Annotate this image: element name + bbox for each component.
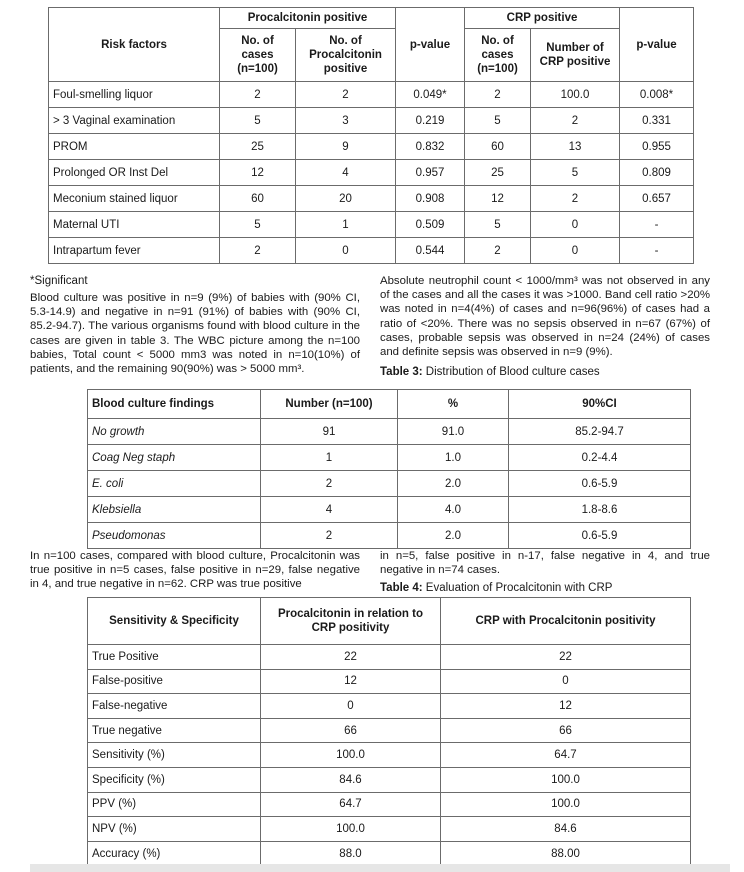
table-row	[88, 718, 691, 743]
table-cell: 22	[261, 645, 441, 670]
table-cell: 2.0	[398, 523, 509, 549]
footer-bar	[30, 864, 730, 872]
table-cell: 0	[531, 212, 620, 238]
table-cell: 2	[296, 82, 396, 108]
caption-text: Evaluation of Procalcitonin with CRP	[422, 582, 613, 594]
table-cell: 4	[261, 497, 398, 523]
table-cell: 12	[220, 160, 296, 186]
table-cell: 5	[531, 160, 620, 186]
table-cell: 0	[261, 694, 441, 719]
table-cell: Maternal UTI	[49, 212, 220, 238]
group-header-crp: CRP positive	[465, 8, 620, 29]
table-cell: PPV (%)	[88, 792, 261, 817]
table-cell: True Positive	[88, 645, 261, 670]
table-cell: 91	[261, 419, 398, 445]
table-cell: 100.0	[441, 792, 691, 817]
table-cell: 60	[220, 186, 296, 212]
table-cell: 5	[465, 212, 531, 238]
table-cell: 9	[296, 134, 396, 160]
header-percent: %	[398, 390, 509, 419]
table-cell: 85.2-94.7	[509, 419, 691, 445]
table-cell: 13	[531, 134, 620, 160]
table-cell: 0.049*	[396, 82, 465, 108]
table-cell: Prolonged OR Inst Del	[49, 160, 220, 186]
table-row	[88, 841, 691, 866]
table-cell: 5	[220, 108, 296, 134]
table-cell: 100.0	[261, 817, 441, 842]
table-cell: 2	[465, 82, 531, 108]
table-cell: Specificity (%)	[88, 767, 261, 792]
table-cell: 2	[465, 238, 531, 264]
table-cell: 0.008*	[620, 82, 694, 108]
header-sens-spec: Sensitivity & Specificity	[88, 598, 261, 645]
table-cell: 2	[261, 471, 398, 497]
table-cell: 20	[296, 186, 396, 212]
header-pvalue-pct: p-value	[396, 8, 465, 82]
table-cell: 66	[261, 718, 441, 743]
table-cell: 12	[441, 694, 691, 719]
paragraph-text: in n=5, false positive in n-17, false negative in 4, and true negative in n=74 cases.	[380, 550, 710, 577]
table-cell: 5	[465, 108, 531, 134]
table-cell: Klebsiella	[88, 497, 261, 523]
table-row	[49, 238, 694, 264]
table-cell: 88.0	[261, 841, 441, 866]
table-row	[49, 160, 694, 186]
table-cell: 0	[296, 238, 396, 264]
evaluation-table	[87, 597, 691, 866]
table-cell: 0	[531, 238, 620, 264]
table-cell: 0.957	[396, 160, 465, 186]
table-cell: No growth	[88, 419, 261, 445]
table-cell: 1	[261, 445, 398, 471]
table-cell: Intrapartum fever	[49, 238, 220, 264]
table-cell: True negative	[88, 718, 261, 743]
table4-caption	[380, 581, 612, 595]
table-cell: 1.0	[398, 445, 509, 471]
table-cell: 25	[465, 160, 531, 186]
table-cell: 4.0	[398, 497, 509, 523]
table-cell: 0.809	[620, 160, 694, 186]
table-row	[88, 497, 691, 523]
paragraph-text: In n=100 cases, compared with blood culture, Procalcitonin was true positive in n=5 cases, false positive in n=29, false negative in 4, and true negative in n=62. CRP was true positive	[30, 550, 360, 591]
risk-factors-table	[48, 7, 694, 264]
table-cell: E. coli	[88, 471, 261, 497]
table-cell: 0.6-5.9	[509, 523, 691, 549]
table-cell: Pseudomonas	[88, 523, 261, 549]
table-cell: 22	[441, 645, 691, 670]
paragraph-procalcitonin-eval	[30, 549, 360, 592]
table-cell: 2.0	[398, 471, 509, 497]
table-cell: 60	[465, 134, 531, 160]
table-cell: 0.331	[620, 108, 694, 134]
table-cell: 1.8-8.6	[509, 497, 691, 523]
table-cell: 12	[261, 669, 441, 694]
table-cell: 0.657	[620, 186, 694, 212]
table-cell: PROM	[49, 134, 220, 160]
table-cell: 0.908	[396, 186, 465, 212]
header-pct-vs-crp: Procalcitonin in relation to CRP positivity	[261, 598, 441, 645]
paragraph-text: Blood culture was positive in n=9 (9%) of babies with (90% CI, 5.3-14.9) and negative in n=91 (91%) of babies with (90% CI, 85.2-94.7). The various organisms found with blood culture in the cases are given in table 3. The WBC picture among the n=100 babies, Total count < 5000 mm3 was noted in n=10(10%) of patients, and the remaining 90(90%) was > 5000 mm³.	[30, 292, 360, 376]
table-row	[88, 419, 691, 445]
table-cell: 64.7	[441, 743, 691, 768]
table-cell: 5	[220, 212, 296, 238]
table-cell: 64.7	[261, 792, 441, 817]
table-cell: 66	[441, 718, 691, 743]
table-row	[88, 743, 691, 768]
table-cell: 0.219	[396, 108, 465, 134]
header-crp-vs-pct: CRP with Procalcitonin positivity	[441, 598, 691, 645]
paragraph-crp-eval	[380, 549, 710, 577]
significant-note: *Significant	[30, 275, 88, 287]
table-row	[49, 82, 694, 108]
table-row	[88, 817, 691, 842]
table-row	[88, 767, 691, 792]
table-cell: 100.0	[441, 767, 691, 792]
caption-text: Distribution of Blood culture cases	[422, 366, 600, 378]
group-header-procalcitonin: Procalcitonin positive	[220, 8, 396, 29]
table-cell: Foul-smelling liquor	[49, 82, 220, 108]
table-cell: 2	[531, 108, 620, 134]
table-row	[49, 108, 694, 134]
table-cell: 0.509	[396, 212, 465, 238]
table-cell: 2	[220, 238, 296, 264]
table-cell: 91.0	[398, 419, 509, 445]
header-number: Number (n=100)	[261, 390, 398, 419]
table-cell: Coag Neg staph	[88, 445, 261, 471]
header-ci: 90%CI	[509, 390, 691, 419]
table-cell: Sensitivity (%)	[88, 743, 261, 768]
table-cell: 0.832	[396, 134, 465, 160]
table-cell: False-positive	[88, 669, 261, 694]
header-pvalue-crp: p-value	[620, 8, 694, 82]
table-cell: -	[620, 238, 694, 264]
table3-caption	[380, 365, 600, 379]
table-row	[49, 186, 694, 212]
header-findings: Blood culture findings	[88, 390, 261, 419]
header-cases-crp: No. of cases (n=100)	[465, 29, 531, 82]
table-cell: 84.6	[441, 817, 691, 842]
table-cell: 84.6	[261, 767, 441, 792]
header-risk-factors: Risk factors	[49, 8, 220, 82]
paragraph-text: Absolute neutrophil count < 1000/mm³ was not observed in any of the cases and all the cases it was >1000. Band cell ratio >20% was noted in n=4(4%) of cases and n=96(96%) of cases had a ratio of <20%. There was no sepsis observed in n=67 (67%) of cases, probable sepsis was observed in n=24 (24%) of cases and definite sepsis was observed in n=9 (9%).	[380, 275, 710, 359]
table-cell: 2	[261, 523, 398, 549]
table-row	[88, 694, 691, 719]
blood-culture-table	[87, 389, 691, 549]
table-cell: > 3 Vaginal examination	[49, 108, 220, 134]
table-row	[88, 471, 691, 497]
table-row	[88, 792, 691, 817]
caption-label: Table 4:	[380, 582, 423, 594]
table-row	[49, 134, 694, 160]
header-cases-pct: No. of cases (n=100)	[220, 29, 296, 82]
table-cell: 12	[465, 186, 531, 212]
header-pct-positive: No. of Procalcitonin positive	[296, 29, 396, 82]
table-cell: 0.955	[620, 134, 694, 160]
table-cell: 100.0	[531, 82, 620, 108]
paragraph-blood-culture	[30, 291, 360, 376]
table-cell: Meconium stained liquor	[49, 186, 220, 212]
table-cell: 100.0	[261, 743, 441, 768]
table-cell: 1	[296, 212, 396, 238]
table-row	[88, 645, 691, 670]
table-cell: 3	[296, 108, 396, 134]
caption-label: Table 3:	[380, 366, 423, 378]
table-cell: 0.6-5.9	[509, 471, 691, 497]
table-cell: 0.2-4.4	[509, 445, 691, 471]
paragraph-neutrophil	[380, 274, 710, 359]
table-cell: 2	[531, 186, 620, 212]
table-cell: 4	[296, 160, 396, 186]
table-row	[88, 669, 691, 694]
table-cell: 88.00	[441, 841, 691, 866]
header-crp-positive: Number of CRP positive	[531, 29, 620, 82]
table-row	[49, 212, 694, 238]
table-cell: Accuracy (%)	[88, 841, 261, 866]
table-cell: False-negative	[88, 694, 261, 719]
table-row	[88, 523, 691, 549]
table-cell: 25	[220, 134, 296, 160]
table-cell: 0	[441, 669, 691, 694]
table-cell: 0.544	[396, 238, 465, 264]
table-cell: -	[620, 212, 694, 238]
table-cell: NPV (%)	[88, 817, 261, 842]
table-cell: 2	[220, 82, 296, 108]
table-row	[88, 445, 691, 471]
